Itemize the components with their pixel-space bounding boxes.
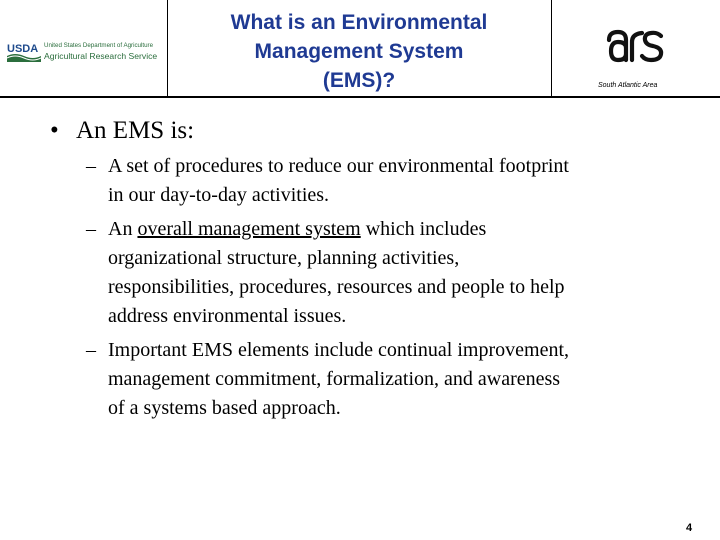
- text-suffix: which includes: [360, 218, 487, 240]
- usda-department-text: United States Department of Agriculture: [44, 42, 154, 49]
- text-line: address environmental issues.: [108, 305, 347, 327]
- usda-service-text: Agricultural Research Service: [44, 51, 158, 61]
- text-line: responsibilities, procedures, resources and people to help: [108, 276, 565, 298]
- text-line: [108, 215, 668, 244]
- svg-text:USDA: USDA: [7, 43, 39, 55]
- page-number: 4: [686, 522, 693, 534]
- bullet-icon: •: [50, 117, 59, 144]
- area-label: South Atlantic Area: [598, 82, 658, 89]
- ars-logo-icon: [605, 24, 667, 64]
- text-line: organizational structure, planning activities,: [108, 247, 460, 269]
- slide-title-line-3: (EMS)?: [322, 69, 396, 92]
- sub-bullet-1-text: [108, 152, 668, 210]
- text-prefix: An: [108, 218, 138, 240]
- dash-icon: –: [86, 155, 96, 177]
- slide-title: [200, 8, 518, 95]
- text-line: of a systems based approach.: [108, 397, 341, 419]
- slide-title-line-2: Management System: [254, 40, 464, 63]
- text-line: in our day-to-day activities.: [108, 184, 330, 206]
- text-line: A set of procedures to reduce our environmental footprint: [108, 155, 569, 177]
- underlined-phrase: overall management system: [137, 218, 361, 240]
- main-bullet-text: An EMS is:: [76, 117, 195, 144]
- text-line: Important EMS elements include continual improvement,: [108, 339, 570, 361]
- dash-icon: –: [86, 218, 96, 240]
- usda-agency-name: [44, 41, 169, 61]
- usda-logo-icon: [6, 40, 42, 64]
- slide-title-line-1: What is an Environmental: [230, 11, 488, 34]
- text-line: management commitment, formalization, and awareness: [108, 368, 561, 390]
- dash-icon: –: [86, 339, 96, 361]
- usda-logo-cell: [0, 0, 168, 96]
- sub-bullet-2-text: [108, 215, 668, 331]
- slide-header: [0, 0, 720, 98]
- sub-bullet-3-text: [108, 336, 668, 423]
